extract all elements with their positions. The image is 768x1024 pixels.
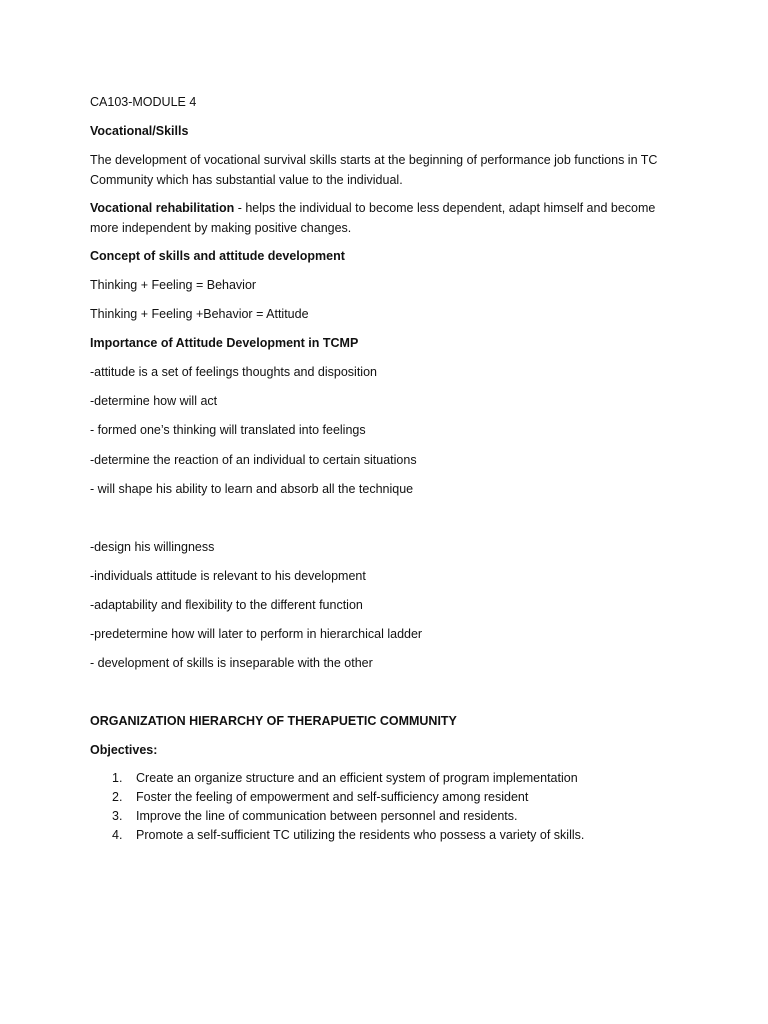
list-item bbox=[90, 807, 584, 826]
list-item bbox=[90, 788, 584, 807]
list-item: -adaptability and flexibility to the different function bbox=[90, 598, 363, 612]
module-heading: CA103-MODULE 4 bbox=[90, 95, 197, 109]
importance-title: Importance of Attitude Development in TCMP bbox=[90, 336, 359, 350]
concept-title: Concept of skills and attitude development bbox=[90, 249, 345, 263]
list-number: 3. bbox=[112, 809, 123, 823]
list-item: - development of skills is inseparable with the other bbox=[90, 656, 373, 670]
list-item: -determine how will act bbox=[90, 394, 218, 408]
list-number: 2. bbox=[112, 790, 123, 804]
list-text: Create an organize structure and an efficient system of program implementation bbox=[136, 771, 578, 785]
hierarchy-title: ORGANIZATION HIERARCHY OF THERAPUETIC COMMUNITY bbox=[90, 714, 457, 728]
list-item bbox=[90, 826, 584, 845]
list-text: Foster the feeling of empowerment and self-sufficiency among resident bbox=[136, 790, 529, 804]
list-item: - will shape his ability to learn and absorb all the technique bbox=[90, 482, 414, 496]
list-number: 4. bbox=[112, 828, 123, 842]
intro-paragraph: The development of vocational survival skills starts at the beginning of performance job functions in TC Community which has substantial value to the individual. bbox=[90, 153, 658, 187]
list-item: -predetermine how will later to perform in hierarchical ladder bbox=[90, 627, 423, 641]
rehab-term: Vocational rehabilitation bbox=[90, 201, 235, 215]
rehab-paragraph bbox=[90, 198, 680, 238]
rehab-text: - helps the individual to become less dependent, adapt himself and become more independent by making positive changes. bbox=[90, 201, 656, 235]
list-item: -determine the reaction of an individual to certain situations bbox=[90, 453, 417, 467]
list-text: Improve the line of communication between personnel and residents. bbox=[136, 809, 518, 823]
section-title: Vocational/Skills bbox=[90, 124, 189, 138]
list-item: -attitude is a set of feelings thoughts and disposition bbox=[90, 365, 377, 379]
list-item bbox=[90, 769, 584, 788]
list-item: - formed one’s thinking will translated into feelings bbox=[90, 423, 366, 437]
objectives-list bbox=[90, 769, 584, 845]
list-item: -individuals attitude is relevant to his development bbox=[90, 569, 366, 583]
objectives-title: Objectives: bbox=[90, 743, 158, 757]
formula-attitude: Thinking + Feeling +Behavior = Attitude bbox=[90, 307, 309, 321]
list-item: -design his willingness bbox=[90, 540, 215, 554]
list-text: Promote a self-sufficient TC utilizing the residents who possess a variety of skills. bbox=[136, 828, 585, 842]
formula-behavior: Thinking + Feeling = Behavior bbox=[90, 278, 257, 292]
list-number: 1. bbox=[112, 771, 123, 785]
